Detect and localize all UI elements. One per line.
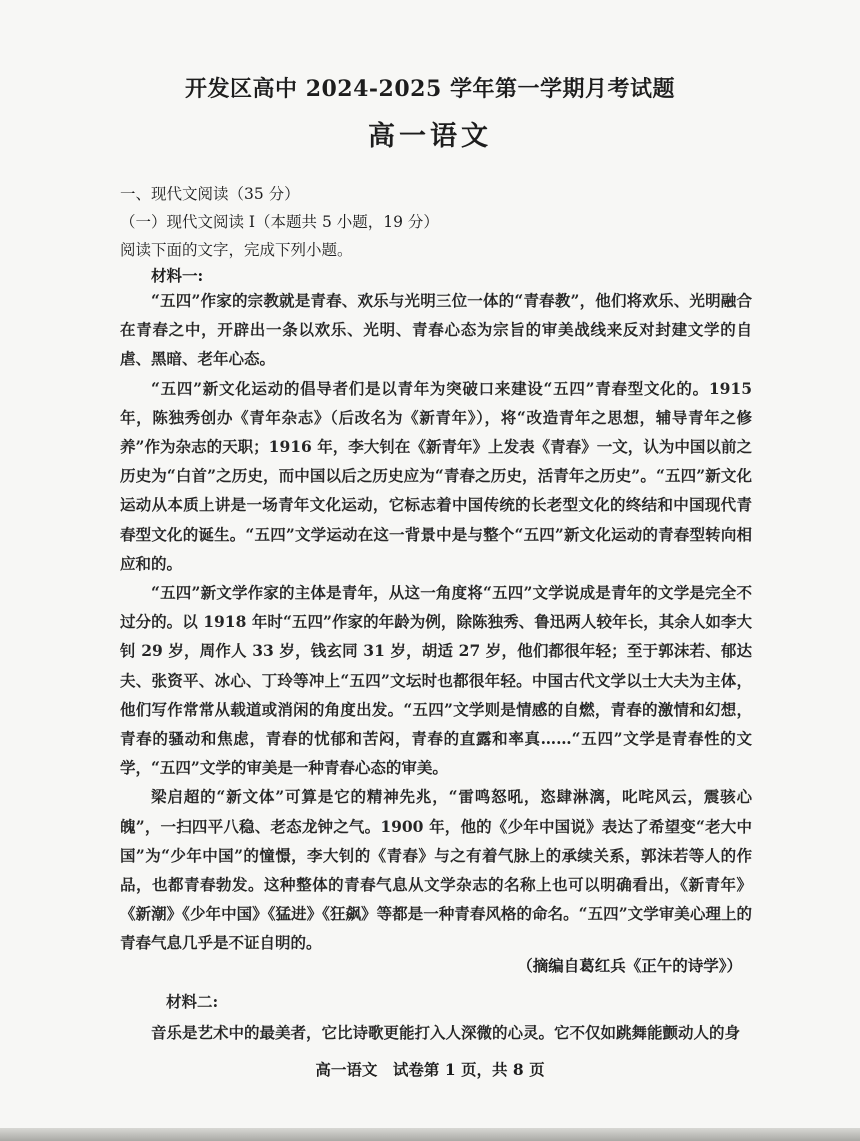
material-2-label: 材料二: <box>166 992 219 1011</box>
material-2-text: 音乐是艺术中的最美者，它比诗歌更能打入人深微的心灵。它不仅如跳舞能颤动人的身 <box>151 1023 741 1042</box>
material-1-paragraph: 梁启超的“新文体”可算是它的精神先兆，“雷鸣怒吼，恣肆淋漓，叱咤风云，震骇心魄”，一扫四平八稳、老态龙钟之气。1900 年，他的《少年中国说》表达了希望变“老大中国”为“少年中国”的憧憬，李大钊的《青春》与之有着气脉上的承续关系，郭沫若等人的作品，也都青春勃发。这种整体的青春气息从文学杂志的名称上也可以明确看出，《新青年》《新潮》《少年中国》《猛进》《狂飙》等都是一种青春风格的命名。“五四”文学审美心理上的青春气息几乎是不证自明的。 <box>120 787 752 953</box>
material-1-label: 材料一: <box>151 266 204 285</box>
material-1-paragraph: “五四”作家的宗教就是青春、欢乐与光明三位一体的“青春教”，他们将欢乐、光明融合在青春之中，开辟出一条以欢乐、光明、青春心态为宗旨的审美战线来反对封建文学的自虐、黑暗、老年心态。 <box>120 291 752 369</box>
material-1-paragraph: “五四”新文化运动的倡导者们是以青年为突破口来建设“五四”青春型文化的。1915年，陈独秀创办《青年杂志》（后改名为《新青年》），将“改造青年之思想，辅导青年之修养”作为杂志的天职；1916 年，李大钊在《新青年》上发表《青春》一文，认为中国以前之历史为“白首”之历史，而中国以后之历史应为“青春之历史，活青年之历史”。“五四”新文化运动从本质上讲是一场青年文化运动，它标志着中国传统的长老型文化的终结和中国现代青春型文化的诞生。“五四”文学运动在这一背景中是与整个“五四”新文化运动的青春型转向相应和的。 <box>120 378 752 573</box>
scan-edge-shadow <box>0 1128 860 1141</box>
exam-title: 开发区高中 2024-2025 学年第一学期月考试题 <box>185 76 675 102</box>
page-footer: 高一语文 试卷第 1 页，共 8 页 <box>315 1060 545 1079</box>
section-heading: 一、现代文阅读（35 分） <box>120 185 300 203</box>
material-2-block <box>120 986 752 1048</box>
material-1-source: （摘编自葛红兵《正午的诗学》） <box>517 956 742 975</box>
material-1-paragraph: “五四”新文学作家的主体是青年，从这一角度将“五四”文学说成是青年的文学是完全不过分的。以 1918 年时“五四”作家的年龄为例，除陈独秀、鲁迅两人较年长，其余人如李大钊 29 岁，周作人 33 岁，钱玄同 31 岁，胡适 27 岁，他们都很年轻；至于郭沫若、郁达夫、张资平、冰心、丁玲等冲上“五四”文坛时也都很年轻。中国古代文学以士大夫为主体，他们写作常常从载道或消闲的角度出发。“五四”文学则是情感的自燃，青春的激情和幻想，青春的骚动和焦虑，青春的忧郁和苦闷，青春的直露和率真……“五四”文学是青春性的文学，“五四”文学的审美是一种青春心态的审美。 <box>120 583 752 778</box>
sub-section-heading: （一）现代文阅读 I（本题共 5 小题，19 分） <box>120 213 439 231</box>
instruction-text: 阅读下面的文字，完成下列小题。 <box>120 241 353 259</box>
subject-title: 高一语文 <box>368 121 492 152</box>
material-1-body <box>120 286 752 958</box>
